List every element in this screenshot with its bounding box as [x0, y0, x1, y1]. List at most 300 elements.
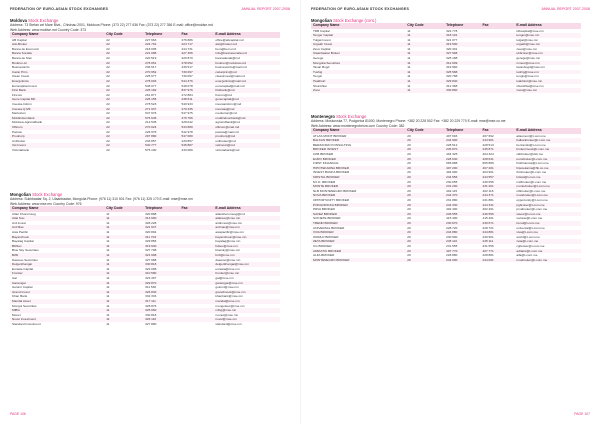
- cell-company-name: M.I.D. BROKER: [313, 179, 336, 184]
- cell-company-name: Olficom: [10, 125, 104, 130]
- cell-city-code: 11: [405, 70, 444, 75]
- cell-email-address: cleaninvest@mail.md: [215, 74, 245, 79]
- cell-email-address: nlbbroker@t-com.me: [516, 188, 546, 193]
- cell-company-name: Garamgar: [10, 281, 104, 286]
- cell-city-code: 20: [405, 138, 444, 143]
- cell-telephone: 326 116: [143, 317, 179, 322]
- cell-telephone: 220 519: [145, 56, 157, 61]
- cell-email-address: eurobroker@t-com.me: [514, 157, 581, 162]
- cell-email-address: olficom@mail.md: [213, 125, 280, 130]
- cell-telephone: 271 937: [143, 107, 179, 112]
- cell-company-name: Prodcorp: [10, 134, 104, 139]
- cell-company-name: Gerege: [313, 56, 324, 61]
- cell-email-address: zeta@t-com.me: [514, 239, 581, 244]
- col-city: City Code: [104, 32, 143, 38]
- cell-telephone: 407 770: [444, 249, 480, 254]
- col-company: Company Name: [311, 23, 405, 29]
- cell-city-code: 22: [104, 42, 143, 47]
- cell-city-code: 20: [405, 157, 444, 162]
- cell-city-code: 22: [104, 143, 143, 148]
- cell-fax: [481, 88, 515, 93]
- cell-telephone: 320 888: [145, 211, 157, 216]
- cell-email-address: ibmbroker@t-com.me: [516, 170, 547, 175]
- cell-city-code: 20: [405, 230, 444, 235]
- cell-city-code: 22: [106, 83, 110, 88]
- cell-city-code: 11: [106, 220, 110, 225]
- cell-city-code: 11: [106, 239, 110, 244]
- cell-fax: 543 880: [180, 125, 214, 130]
- col-city: City Code: [405, 23, 444, 29]
- cell-telephone: 404 900: [446, 170, 458, 175]
- cell-email-address: standard@mse.mn: [215, 321, 242, 326]
- cell-email-address: shunkhlai@mse.mn: [516, 83, 544, 88]
- cell-email-address: velinvest@md: [213, 143, 280, 148]
- header-org: FEDERATION OF EURO-ASIAN STOCK EXCHANGES: [311, 7, 410, 11]
- cell-telephone: 278 523: [145, 102, 157, 106]
- section-web: Web Address: www.montenegroberza.com Country Code: 382: [311, 123, 405, 128]
- cell-city-code: 22: [104, 88, 143, 93]
- cell-company-name: TREND BROKER: [311, 221, 405, 226]
- cell-email-address: savez@t-com.me: [514, 212, 581, 217]
- cell-company-name: Daewoo Securities: [12, 257, 38, 262]
- cell-telephone: 236 517: [145, 65, 157, 70]
- cell-fax: 730 097: [180, 70, 214, 75]
- cell-email-address: gal@mse.mn: [215, 276, 234, 280]
- cell-company-name: Banca de Economii: [12, 46, 39, 51]
- cell-email-address: altankhoromsog@md: [215, 211, 245, 216]
- cell-city-code: 11: [106, 248, 110, 253]
- cell-telephone: 576 645: [143, 116, 179, 121]
- cell-fax: 233 089: [181, 147, 193, 152]
- cell-city-code: 22: [106, 46, 110, 51]
- cell-email-address: agroindbank@md: [215, 120, 240, 125]
- cell-city-code: 11: [106, 211, 110, 216]
- col-company: Company Name: [311, 128, 405, 134]
- section-title-accent: Stock Exchange: [32, 192, 63, 197]
- cell-telephone: 330 818: [145, 312, 157, 317]
- cell-company-name: Altan Khoromsog: [12, 211, 36, 216]
- cell-email-address: viva@t-com.me: [514, 230, 581, 235]
- cell-fax: 228 881: [482, 253, 494, 258]
- cell-fax: 278 052: [180, 61, 214, 66]
- section-title-accent: Stock Exchange (cont.): [333, 18, 377, 23]
- cell-city-code: 11: [407, 83, 411, 88]
- cell-telephone: 407 200: [444, 166, 480, 171]
- cell-email-address: montebroker@t-com.me: [514, 184, 581, 189]
- cell-city-code: 11: [104, 244, 143, 249]
- cell-fax: 665 889: [482, 161, 494, 166]
- cell-fax: 272 884: [181, 92, 193, 97]
- cell-city-code: 20: [407, 152, 411, 157]
- cell-telephone: 226 155: [143, 97, 179, 102]
- cell-email-address: tavanbogd@mse.mn: [516, 65, 545, 70]
- cell-company-name: Fincom: [12, 92, 23, 97]
- cell-city-code: 22: [104, 116, 143, 121]
- cell-fax: 231 556: [482, 243, 494, 248]
- cell-city-code: 11: [104, 281, 143, 286]
- col-company: Company Name: [10, 32, 104, 38]
- cell-city-code: 20: [405, 147, 444, 152]
- cell-fax: 226 870: [181, 56, 193, 61]
- cell-telephone: 407 693: [446, 133, 458, 138]
- cell-city-code: 22: [104, 51, 143, 56]
- cell-company-name: KRISTAL BROKER: [311, 175, 405, 180]
- cell-email-address: kristal@t-com.me: [514, 175, 581, 180]
- cell-fax: 244 371: [481, 193, 515, 198]
- page-footer: [10, 412, 290, 418]
- cell-email-address: eurocapital@mail.md: [215, 83, 245, 88]
- cell-company-name: Bayanchuun: [10, 235, 104, 240]
- cell-telephone: 665 888: [446, 161, 458, 166]
- cell-city-code: 20: [407, 207, 411, 212]
- cell-telephone: 328 876: [145, 303, 157, 308]
- cell-fax: [180, 322, 214, 327]
- cell-company-name: ATLAS MONT BROKER: [313, 133, 347, 138]
- cell-company-name: Tushig: [311, 70, 405, 75]
- cell-city-code: 20: [407, 234, 411, 239]
- cell-telephone: 327 998: [444, 51, 480, 56]
- section-address: Address: 73 Stefan cel Mare Blvd., Chisinau 2001, Moldova Phone: (373 22) 277 636 Fax: (373 22) 277 356 E-mail: office@moldse.md: [10, 23, 213, 27]
- cell-city-code: 20: [405, 212, 444, 217]
- cell-city-code: 11: [106, 276, 110, 280]
- cell-city-code: 20: [407, 170, 411, 175]
- cell-telephone: 244 880: [444, 230, 480, 235]
- cell-email-address: investaq@md: [213, 107, 280, 112]
- cell-email-address: khanbank@mse.mn: [215, 294, 243, 299]
- cell-telephone: 228 880: [446, 253, 458, 258]
- cell-email-address: novabroker@t-com.me: [514, 193, 581, 198]
- cell-city-code: 11: [407, 56, 411, 61]
- section-title-main: Mongolian: [311, 18, 332, 23]
- cell-telephone: 245 110: [444, 239, 480, 244]
- cell-city-code: 22: [106, 138, 110, 143]
- cell-telephone: 547 976: [145, 111, 157, 116]
- cell-fax: 246 556: [481, 212, 515, 217]
- cell-company-name: AB Capital: [12, 37, 27, 42]
- cell-company-name: Bayalag Capital: [12, 239, 34, 244]
- cell-email-address: tulgat@mse.mn: [516, 37, 539, 42]
- col-company: Company Name: [10, 206, 104, 212]
- cell-email-address: moldindconbank@md: [213, 116, 280, 121]
- cell-telephone: 320 804: [145, 230, 157, 235]
- cell-telephone: 278 003: [143, 79, 179, 84]
- cell-email-address: pgbroker@t-com.me: [514, 203, 581, 208]
- cell-company-name: Urgakh Invest: [311, 42, 405, 47]
- cell-telephone: 224 701: [143, 42, 179, 47]
- cell-fax: 244 881: [481, 230, 515, 235]
- cell-company-name: Grand Invest: [10, 290, 104, 295]
- cell-telephone: 228 720: [446, 225, 458, 230]
- cell-company-name: OPPORTUNITY BROKER: [313, 198, 350, 202]
- cell-email-address: bayanchuun@mse.mn: [213, 235, 280, 240]
- cell-city-code: 20: [405, 175, 444, 180]
- cell-telephone: 313 900: [143, 216, 179, 221]
- cell-email-address: golomt@mse.mn: [215, 285, 239, 290]
- cell-telephone: 329 840: [444, 79, 480, 84]
- cell-company-name: BDSec: [10, 244, 104, 249]
- page-header: [10, 7, 290, 15]
- cell-city-code: 11: [407, 46, 411, 51]
- cell-company-name: WORLD BROKER: [313, 234, 339, 239]
- cell-telephone: 319 960: [446, 65, 458, 70]
- section-web: Web Address: www.mse.mn Country Code: 976: [10, 201, 82, 206]
- cell-email-address: tsakhiurt@mse.mn: [514, 79, 581, 84]
- col-phone: Telephone: [444, 23, 480, 29]
- cell-email-address: mibg@mse.mn: [213, 308, 280, 313]
- cell-city-code: 22: [106, 111, 110, 116]
- cell-email-address: businessinfo@mail.md: [215, 65, 247, 70]
- cell-company-name: Merkurion: [12, 111, 26, 116]
- cell-fax: 730 097: [181, 74, 193, 79]
- mongolia-cont-table: [311, 23, 581, 93]
- cell-company-name: PODGORICKA BROKER: [311, 203, 405, 208]
- cell-email-address: gerege@mse.mn: [516, 56, 541, 61]
- cell-city-code: 20: [407, 133, 411, 138]
- cell-fax: 276 686: [181, 37, 193, 42]
- cell-company-name: SOCIETE BROKER: [313, 216, 341, 221]
- cell-company-name: Energolinsis: [10, 79, 104, 84]
- header-org: FEDERATION OF EURO-ASIAN STOCK EXCHANGES: [10, 7, 109, 11]
- cell-email-address: bancadestat@md: [215, 56, 240, 61]
- cell-email-address: cazarprim@md: [213, 70, 280, 75]
- montenegro-table: [311, 128, 581, 262]
- cell-telephone: 327 088: [145, 257, 157, 262]
- cell-company-name: Tenger Capital: [311, 33, 405, 38]
- cell-email-address: delgerkhangai@mse.mn: [213, 262, 280, 267]
- cell-email-address: tenger@mse.mn: [514, 33, 581, 38]
- cell-city-code: 22: [104, 97, 143, 102]
- cell-telephone: 320 301: [446, 46, 458, 51]
- table-row: [10, 322, 280, 327]
- cell-telephone: 270 952: [143, 70, 179, 75]
- cell-city-code: 11: [405, 88, 444, 93]
- cell-email-address: eurasia@mse.mn: [215, 266, 240, 271]
- cell-fax: 230 901: [482, 234, 494, 239]
- cell-email-address: asiapacific@mse.mn: [215, 230, 244, 235]
- cell-email-address: prodcorp@md: [213, 134, 280, 139]
- cell-city-code: 11: [407, 65, 411, 70]
- cell-email-address: monet@mse.mn: [215, 312, 239, 317]
- cell-telephone: 270 024: [143, 125, 179, 130]
- cell-email-address: hipotekarna@hb.co.me: [514, 166, 581, 171]
- cell-fax: 244 331: [481, 203, 515, 208]
- cell-fax: 544 376: [180, 79, 214, 84]
- cell-telephone: 415 400: [446, 216, 458, 221]
- cell-telephone: 228 630: [444, 157, 480, 162]
- cell-telephone: 261 877: [145, 92, 157, 97]
- cell-telephone: 212 545: [145, 120, 157, 125]
- cell-fax: 244 731: [181, 46, 193, 51]
- col-fax: Fax: [180, 32, 214, 38]
- cell-telephone: 312 368: [446, 83, 458, 88]
- cell-telephone: 230 900: [446, 234, 458, 239]
- mongolia-table: [10, 206, 280, 326]
- cell-fax: 231 881: [482, 198, 494, 202]
- cell-email-address: daewoo@mse.mn: [215, 257, 241, 262]
- cell-email-address: universal@t-com.me: [516, 225, 545, 230]
- cell-email-address: office@abcapital.md: [215, 37, 244, 42]
- moldova-section: [10, 18, 280, 153]
- cell-city-code: 20: [407, 188, 411, 193]
- cell-company-name: Investa-Q MF: [10, 107, 104, 112]
- cell-email-address: fincom@md: [215, 92, 232, 97]
- cell-city-code: 20: [407, 142, 411, 147]
- section-title-main: Mongolian: [10, 192, 31, 197]
- cell-company-name: BZD: [10, 253, 104, 258]
- cell-email-address: mandal@mse.mn: [213, 299, 280, 304]
- cell-telephone: 325 188: [446, 56, 458, 61]
- cell-email-address: unibroker@md: [215, 138, 236, 143]
- cell-telephone: 332 333: [145, 294, 157, 299]
- cell-telephone: 230 670: [444, 221, 480, 226]
- cell-fax: 548 078: [181, 83, 193, 88]
- cell-email-address: bdsec@mse.mn: [213, 244, 280, 249]
- cell-city-code: 11: [407, 28, 411, 33]
- cell-email-address: balkanbroker@t-com.me: [514, 138, 581, 143]
- cell-telephone: 326 830: [143, 290, 179, 295]
- cell-telephone: 319 940: [143, 244, 179, 249]
- cell-company-name: Asia Pacific: [12, 230, 28, 235]
- cell-company-name: ADRIATIC BROKER: [311, 249, 405, 254]
- cell-city-code: 20: [407, 243, 411, 248]
- cell-email-address: trend@t-com.me: [514, 221, 581, 226]
- cell-telephone: 318 101: [444, 33, 480, 38]
- cell-city-code: 22: [104, 70, 143, 75]
- col-fax: Fax: [481, 23, 515, 29]
- cell-email-address: aisi@broker.md: [213, 42, 280, 47]
- cell-telephone: 231 880: [446, 198, 458, 202]
- cell-fax: 547 975: [181, 111, 193, 116]
- cell-fax: 245 111: [481, 239, 515, 244]
- cell-fax: 404 324: [482, 152, 494, 157]
- cell-email-address: bem@bem.md: [215, 46, 236, 51]
- cell-fax: 402 116: [482, 188, 494, 193]
- cell-city-code: 11: [405, 33, 444, 38]
- cell-telephone: 404 325: [446, 152, 458, 157]
- cell-city-code: 22: [104, 134, 143, 139]
- cell-fax: 238 611: [180, 97, 214, 102]
- cell-company-name: First Bank: [10, 88, 104, 93]
- col-fax: Fax: [481, 128, 515, 134]
- cell-company-name: Banca Sociala: [10, 51, 104, 56]
- cell-email-address: firstbank@md: [213, 88, 280, 93]
- cell-telephone: 328 228: [145, 220, 157, 225]
- cell-fax: 228 721: [482, 225, 494, 230]
- cell-telephone: 329 856: [145, 239, 157, 244]
- cell-company-name: Altai Suu: [10, 216, 104, 221]
- cell-telephone: 311 703: [143, 235, 179, 240]
- cell-email-address: grandinvest@mse.mn: [213, 290, 280, 295]
- cell-city-code: 22: [104, 79, 143, 84]
- cell-email-address: opportunity@t-com.me: [516, 198, 548, 202]
- cell-company-name: Eurasia Capital: [12, 266, 33, 271]
- cell-email-address: alfa@t-com.me: [516, 253, 538, 258]
- montenegro-section: [311, 114, 581, 262]
- cell-fax: 224 717: [180, 42, 214, 47]
- cell-fax: 230 671: [481, 221, 515, 226]
- cell-city-code: 22: [104, 107, 143, 112]
- cell-company-name: Businessinfo: [12, 65, 30, 70]
- cell-city-code: 11: [405, 79, 444, 84]
- cell-city-code: 11: [104, 262, 143, 267]
- cell-fax: 233 857: [181, 138, 193, 143]
- cell-telephone: 323 307: [145, 276, 157, 280]
- cell-city-code: 22: [106, 120, 110, 125]
- section-title-main: Moldova: [10, 18, 27, 23]
- cell-company-name: Monet: [12, 312, 21, 317]
- cell-fax: 407 201: [481, 166, 515, 171]
- cell-company-name: Vel-Invest: [10, 143, 104, 148]
- cell-city-code: 22: [106, 65, 110, 70]
- cell-email-address: mnsec@mse.mn: [514, 61, 581, 66]
- cell-company-name: Brokrun-Ai: [10, 61, 104, 66]
- cell-company-name: Unibroker: [12, 138, 26, 143]
- cell-company-name: Standard Investment: [12, 321, 41, 326]
- cell-email-address: midbroker@t-com.me: [516, 179, 547, 184]
- cell-fax: 228 513: [482, 142, 494, 147]
- cell-telephone: 540 777: [143, 143, 179, 148]
- cell-company-name: MONTENEGRO BROKER: [311, 258, 405, 263]
- cell-city-code: 11: [106, 294, 110, 299]
- cell-email-address: berzanski@t-com.me: [516, 142, 546, 147]
- table-row: [10, 148, 280, 153]
- cell-city-code: 20: [405, 166, 444, 171]
- cell-company-name: Victoriabank: [12, 147, 29, 152]
- cell-email-address: bluesky@mse.mn: [215, 248, 241, 253]
- cell-telephone: 330 860: [444, 88, 480, 93]
- cell-email-address: altaisuu@mse.mn: [213, 216, 280, 221]
- cell-city-code: 22: [106, 56, 110, 61]
- cell-telephone: 321 937: [143, 225, 179, 230]
- cell-fax: 236 517: [181, 65, 193, 70]
- cell-city-code: 11: [104, 235, 143, 240]
- cell-city-code: 20: [407, 198, 411, 202]
- cell-email-address: novel@mse.mn: [213, 317, 280, 322]
- cell-email-address: info@bancasociala.md: [213, 51, 280, 56]
- right-page: [300, 0, 600, 424]
- cell-email-address: zoos@mse.mn: [514, 88, 581, 93]
- cell-telephone: 226 182: [143, 88, 179, 93]
- cell-telephone: 327 798: [145, 248, 157, 253]
- cell-fax: 228 631: [481, 157, 515, 162]
- cell-company-name: Clean Invest: [12, 74, 30, 79]
- cell-company-name: Aisi-Broker: [10, 42, 104, 47]
- cell-telephone: 321 077: [446, 37, 458, 42]
- cell-city-code: 11: [407, 37, 411, 42]
- cell-email-address: cgbroker@t-com.me: [516, 243, 545, 248]
- page-number: PAGE 107: [574, 412, 590, 416]
- cell-city-code: 11: [104, 216, 143, 221]
- cell-telephone: 312 909: [444, 61, 480, 66]
- section-title-accent: Stock Exchange: [28, 18, 59, 23]
- cell-fax: 244 901: [481, 138, 515, 143]
- cell-telephone: 576 100: [145, 147, 157, 152]
- cell-email-address: mongolsec@mse.mn: [215, 303, 245, 308]
- cell-telephone: 310 580: [143, 271, 179, 276]
- cell-fax: 279 335: [180, 107, 214, 112]
- cell-telephone: 230 055: [446, 179, 458, 184]
- cell-company-name: Zoos: [311, 88, 405, 93]
- cell-company-name: Moldindconbank: [10, 116, 104, 121]
- cell-city-code: 11: [106, 312, 110, 317]
- cell-telephone: 548 077: [145, 83, 157, 88]
- cell-email-address: world@t-com.me: [516, 234, 540, 239]
- page-footer: [311, 412, 590, 418]
- page-number: PAGE 106: [10, 412, 26, 416]
- mongolia-section: [10, 192, 280, 327]
- cell-fax: 228 042: [181, 120, 193, 125]
- cell-telephone: 278 051: [143, 61, 179, 66]
